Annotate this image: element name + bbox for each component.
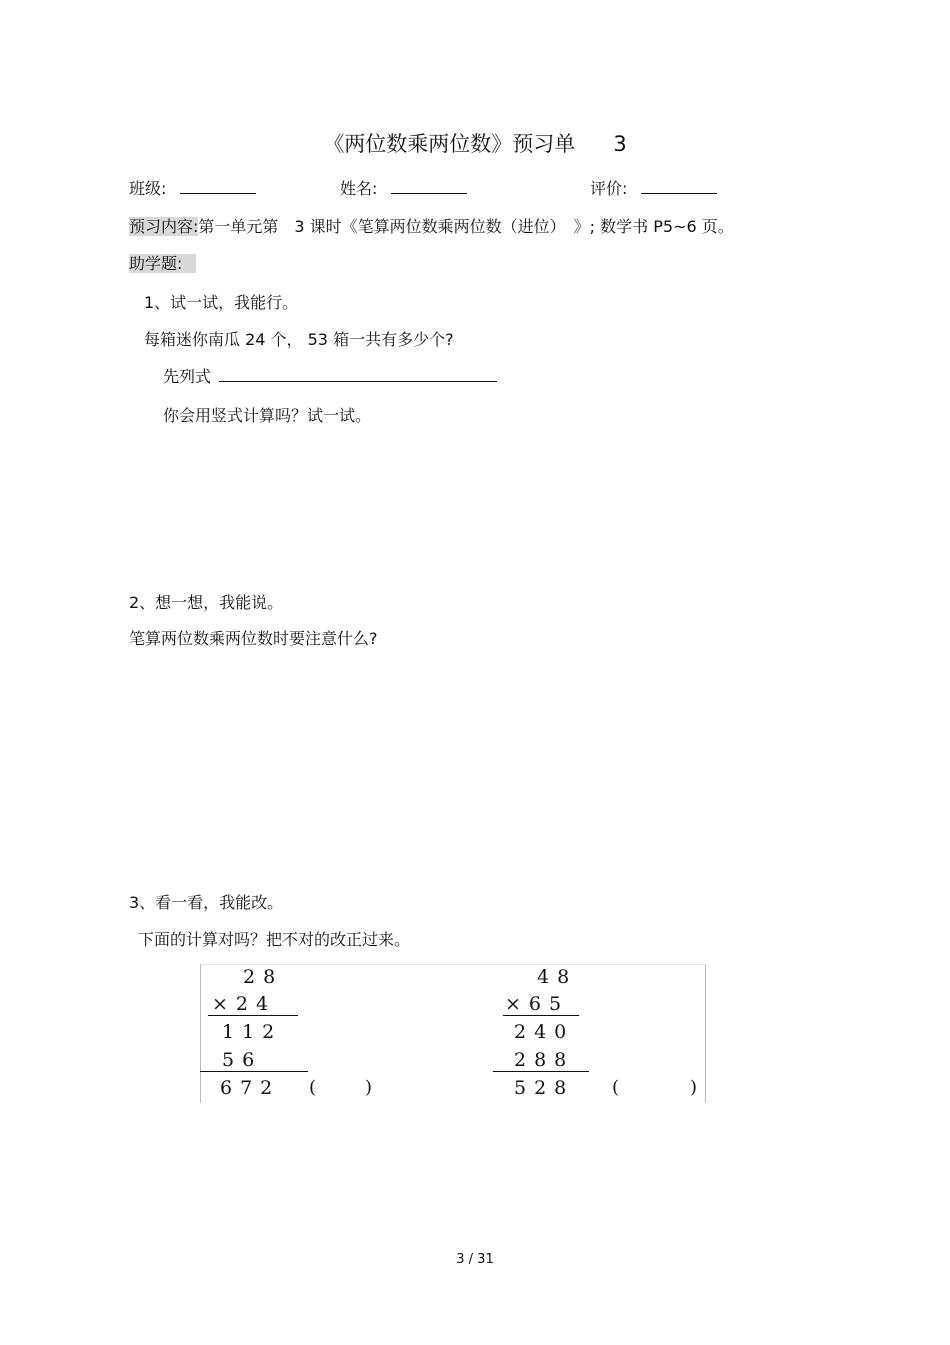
calc1-paren-close: ) [365, 1077, 373, 1098]
name-field [340, 176, 467, 199]
calc2-multiplier: ×65 [505, 993, 570, 1015]
q1-problem: 每箱迷你南瓜 24 个， 53 箱一共有多少个? [144, 330, 454, 349]
calc1-rule-1 [208, 1015, 298, 1016]
calc1-partial-1: 112 [222, 1021, 283, 1043]
calc1-rule-2 [200, 1071, 308, 1072]
calc2-rule-2 [493, 1071, 589, 1072]
q3-heading: 3、看一看，我能改。 [129, 893, 284, 912]
q1-heading: 1、试一试，我能行。 [144, 293, 299, 312]
name-label: 姓名: [340, 179, 378, 198]
preview-line [129, 214, 734, 237]
calc2-rule-1 [503, 1015, 579, 1016]
calc2-partial-1: 240 [514, 1021, 575, 1043]
eval-label: 评价: [590, 179, 628, 198]
eval-field [590, 176, 717, 199]
calc2-paren-close: ) [690, 1077, 698, 1098]
calc1-paren-open: ( [309, 1077, 317, 1098]
q2-question: 笔算两位数乘两位数时要注意什么? [129, 629, 378, 648]
calc2-paren-open: ( [612, 1077, 620, 1098]
q2-heading: 2、想一想，我能说。 [129, 593, 284, 612]
calc1-result: 672 [220, 1077, 281, 1099]
formula-answer-line[interactable] [219, 381, 497, 382]
q1-vertical-prompt: 你会用竖式计算吗？试一试。 [163, 406, 372, 425]
page-title [0, 128, 950, 158]
help-heading [129, 251, 196, 274]
calc2-result: 528 [514, 1077, 575, 1099]
calc1-multiplicand: 28 [243, 966, 284, 988]
calc2-multiplicand: 48 [537, 966, 578, 988]
title-number: 3 [613, 132, 627, 156]
page-number: 3 / 31 [456, 1252, 494, 1267]
eval-blank[interactable] [641, 179, 717, 194]
title-text: 《两位数乘两位数》预习单 [323, 132, 576, 156]
class-label: 班级: [129, 179, 167, 198]
calc1-partial-2: 56 [222, 1049, 263, 1071]
q1-formula-label: 先列式 [163, 367, 212, 386]
help-label: 助学题: [129, 254, 196, 273]
class-blank[interactable] [180, 179, 256, 194]
q3-instruction: 下面的计算对吗？把不对的改正过来。 [138, 930, 411, 949]
calc1-multiplier: ×24 [212, 993, 277, 1015]
class-field [129, 176, 256, 199]
name-blank[interactable] [391, 179, 467, 194]
preview-content: 第一单元第 3 课时《笔算两位数乘两位数（进位） 》; 数学书 P5~6 页。 [198, 217, 734, 236]
preview-label: 预习内容: [129, 217, 199, 236]
calc2-partial-2: 288 [514, 1049, 575, 1071]
